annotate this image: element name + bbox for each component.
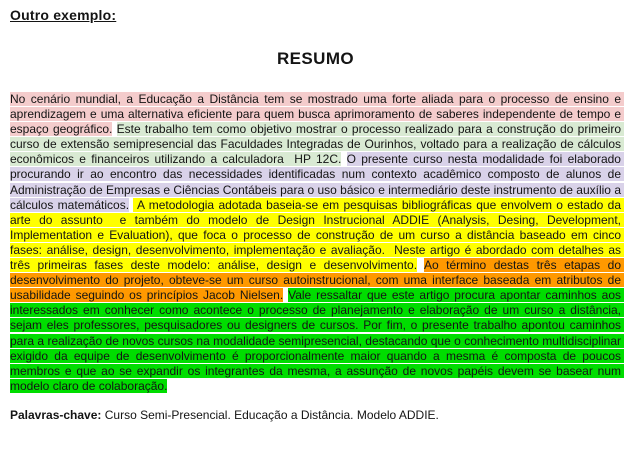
abstract-segment-pink: No cenário mundial, a Educação a Distância tem se mostrado uma forte aliada para o processo de ensino e aprendizagem e uma alternativa eficiente para quem busca aprimoramento de saberes independente de tempo e espaço geográfico. <box>10 92 625 137</box>
keywords-line <box>10 408 621 423</box>
abstract-segment-yellow: A metodologia adotada baseia-se em pesquisas bibliográficas que envolvem o estado da arte do assunto e também do modelo de Design Instrucional ADDIE (Analysis, Desing, Development, Implementation e Evaluation), que foca o processo de construção de um curso a distância baseado em cinco fases: análise, design, desenvolvimento, implementação e avaliação. Neste artigo é abordado com detalhes as três primeiras fases deste modelo: análise, design e desenvolvimento. <box>10 197 625 273</box>
example-heading: Outro exemplo: <box>10 7 117 23</box>
abstract-segment-palegreen: Este trabalho tem como objetivo mostrar o processo realizado para a construção do primeiro curso de extensão semipresencial das Faculdades Integradas de Ourinhos, voltado para a realização de cálculos econômicos e financeiros utilizando a calculadora HP 12C. <box>10 122 625 167</box>
abstract-segment-lavender: O presente curso nesta modalidade foi elaborado procurando ir ao encontro das necessidades identificadas num contexto acadêmico composto de alunos de Administração de Empresas e Ciências Contábeis para o uso básico e intermediário deste instrumento de auxílio a cálculos matemáticos. <box>10 152 625 212</box>
abstract-paragraph <box>10 92 625 394</box>
abstract-segment-orange: Ao término destas três etapas do desenvolvimento do projeto, obteve-se um curso autoinstrucional, com uma interface baseada em atributos de usabilidade seguindo os princípios Jacob Nielsen. <box>10 258 625 303</box>
abstract-segment-green: Vale ressaltar que este artigo procura apontar caminhos aos interessados em conhecer como acontece o processo de planejamento e elaboração de um curso a distância, sejam eles professores, pesquisadores ou designers de cursos. Por fim, o presente trabalho apontou caminhos para a realização de novos cursos na modalidade semipresencial, destacando que o conhecimento multidisciplinar exigido da equipe de desenvolvimento é proporcionalmente maior quando a mesma é composta de poucos membros e que ao se expandir os integrantes da mesma, a assunção de novos papéis devem se basear num modelo claro de colaboração. <box>10 288 625 393</box>
abstract-separator-2 <box>341 152 346 166</box>
abstract-separator-4 <box>417 258 424 272</box>
abstract-separator-1 <box>112 122 116 136</box>
keywords-label: Palavras-chave: <box>10 407 102 422</box>
keywords-text: Curso Semi-Presencial. Educação a Distância. Modelo ADDIE. <box>101 407 439 422</box>
page-title: RESUMO <box>276 49 355 68</box>
